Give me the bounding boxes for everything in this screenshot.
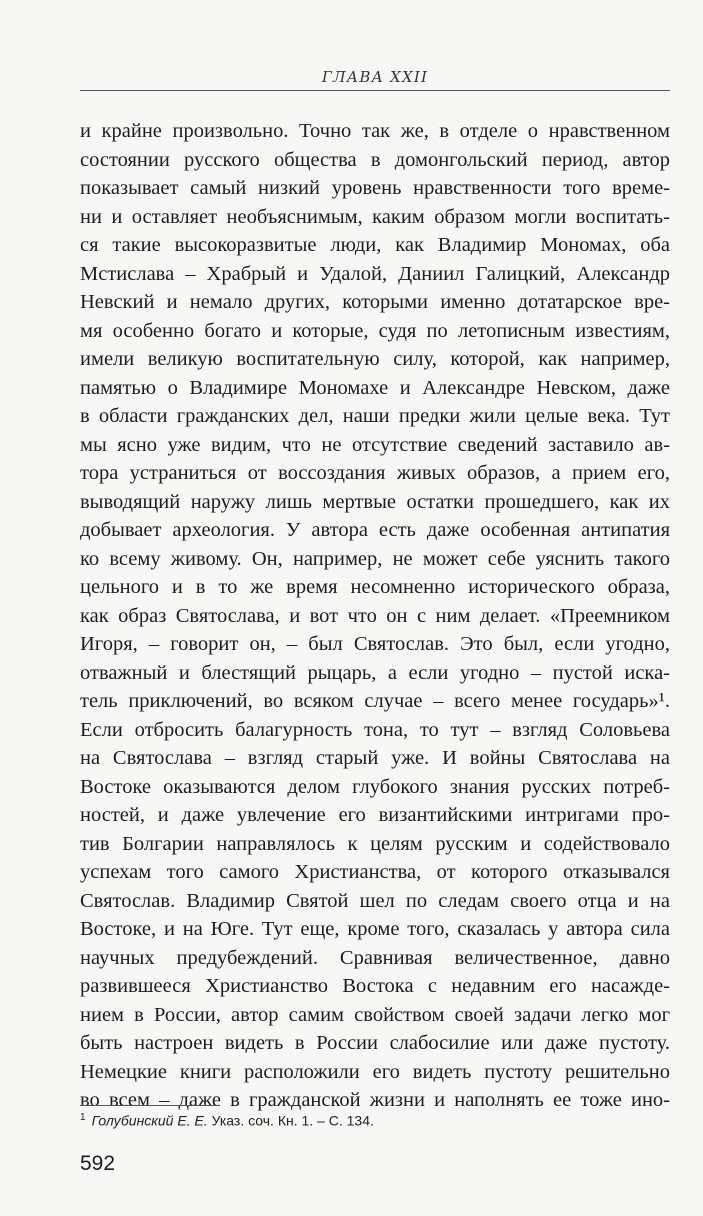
text-line: в области гражданских дел, наши предки жили целые века. Тут: [80, 405, 670, 427]
text-line: имели великую воспитательную силу, которой, как например,: [80, 348, 670, 370]
text-line: успехам того самого Христианства, от которого отказывался: [80, 861, 670, 883]
header-rule: [80, 90, 670, 91]
page-number: 592: [80, 1152, 116, 1175]
text-line: и крайне произвольно. Точно так же, в отделе о нравственном: [80, 120, 670, 142]
text-line: Если отбросить балагурность тона, то тут – взгляд Соловьева: [80, 718, 670, 741]
text-line: состоянии русского общества в домонгольский период, автор: [80, 148, 670, 171]
text-line: нием в России, автор самим свойством своей задачи легко мог: [80, 1003, 670, 1026]
footnote-reference: Указ. соч. Кн. 1. – С. 134.: [211, 1112, 374, 1129]
text-line: мы ясно уже видим, что не отсутствие сведений заставило ав-: [80, 433, 670, 456]
text-line: тора устраниться от воссоздания живых образов, а прием его,: [80, 462, 670, 484]
footnote-rule: [80, 1105, 220, 1106]
text-line: быть настроен видеть в России слабосилие или даже пустоту.: [80, 1032, 670, 1054]
footnote-number: 1: [80, 1112, 86, 1123]
text-line: Востоке, и на Юге. Тут еще, кроме того, сказалась у автора сила: [80, 918, 670, 940]
text-line: Невский и немало других, которыми именно дотатарское вре-: [80, 291, 670, 313]
text-line: во всем – даже в гражданской жизни и наполнять ее тоже ино-: [80, 1089, 670, 1111]
chapter-title: ГЛАВА XXII: [321, 68, 429, 86]
text-line: показывает самый низкий уровень нравственности того време-: [80, 177, 670, 199]
text-line: Игоря, – говорит он, – был Святослав. Это был, если угодно,: [80, 633, 670, 655]
text-line: как образ Святослава, и вот что он с ним делает. «Преемником: [80, 604, 670, 627]
text-line: отважный и блестящий рыцарь, а если угодно – пустой иска-: [80, 661, 670, 684]
text-line: памятью о Владимире Мономахе и Александре Невском, даже: [80, 376, 670, 399]
text-line: развившееся Христианство Востока с недавним его насажде-: [80, 975, 670, 997]
text-line: Святослав. Владимир Святой шел по следам своего отца и на: [80, 889, 670, 912]
text-line: ностей, и даже увлечение его византийскими интригами про-: [80, 804, 670, 826]
text-line: тель приключений, во всяком случае – всего менее государь»¹.: [80, 690, 670, 712]
footnote: [80, 1112, 374, 1129]
text-line: на Святослава – взгляд старый уже. И войны Святослава на: [80, 747, 670, 769]
text-line: Востоке оказываются делом глубокого знания русских потреб-: [80, 775, 670, 798]
text-line: цельного и в то же время несомненно исторического образа,: [80, 576, 670, 598]
footnote-author: Голубинский Е. Е.: [91, 1112, 208, 1129]
text-line: ко всему живому. Он, например, не может себе уяснить такого: [80, 547, 670, 570]
text-line: тив Болгарии направлялось к целям русским и содействовало: [80, 832, 670, 855]
text-line: мя особенно богато и которые, судя по летописным известиям,: [80, 319, 670, 342]
text-line: добывает археология. У автора есть даже особенная антипатия: [80, 519, 670, 541]
text-line: Мстислава – Храбрый и Удалой, Даниил Галицкий, Александр: [80, 262, 670, 285]
text-line: Немецкие книги расположили его видеть пустоту решительно: [80, 1060, 670, 1083]
text-line: ни и оставляет необъяснимым, каким образом могли воспитать-: [80, 205, 670, 228]
body-text: [80, 117, 670, 1115]
text-line: выводящий наружу лишь мертвые остатки прошедшего, как их: [80, 490, 670, 513]
text-line: научных предубеждений. Сравнивая величественное, давно: [80, 946, 670, 969]
text-line: ся такие высокоразвитые люди, как Владимир Мономах, оба: [80, 234, 670, 256]
